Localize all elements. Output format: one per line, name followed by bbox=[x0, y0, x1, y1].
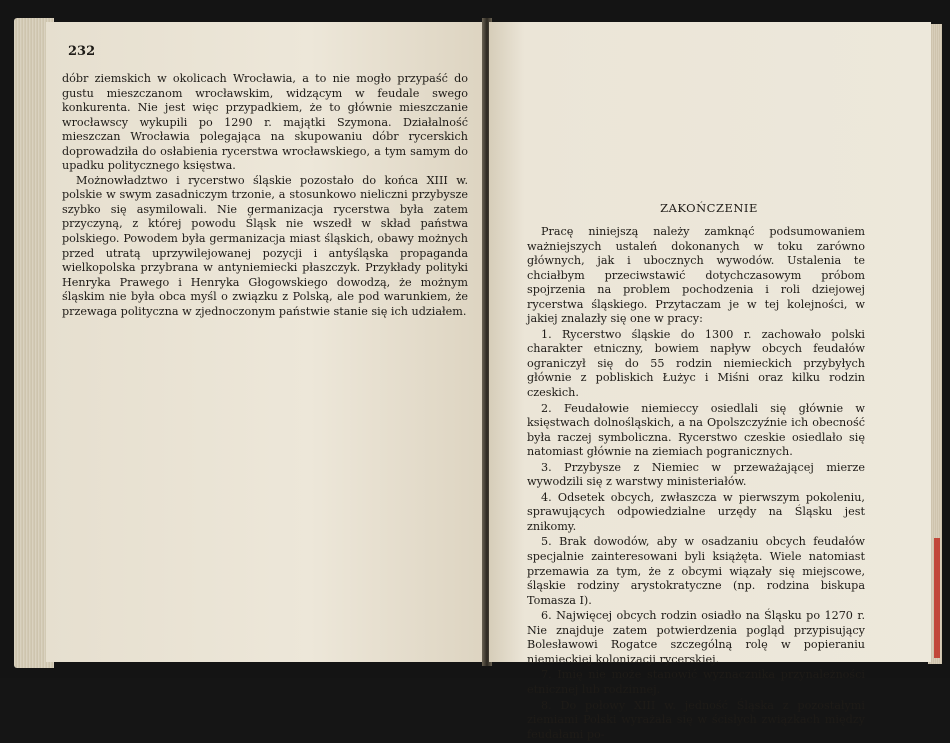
list-item: 4. Odsetek obcych, zwłaszcza w pierwszym pokoleniu, sprawujących odpowiedzialne urzędy na Śląsku jest znikomy. bbox=[527, 490, 865, 533]
right-page bbox=[489, 22, 931, 741]
paragraph: Pracę niniejszą należy zamknąć podsumowaniem ważniejszych ustaleń dokonanych w toku zarówno głównych, jak i ubocznych wywodów. Ustalenia te chciałbym przeciwstawić dotychczasowym próbom spojrzenia na problem pochodzenia i roli dziejowej rycerstwa śląskiego. Przytaczam je w tej kolejności, w jakiej znalazły się one w pracy: bbox=[527, 225, 865, 326]
chapter-title: ZAKOŃCZENIE bbox=[660, 201, 758, 215]
paragraph: Możnowładztwo i rycerstwo śląskie pozostało do końca XIII w. polskie w swym zasadniczym trzonie, a stosunkowo nieliczni przybysze szybko się asymilowali. Nie germanizacja rycerstwa była zatem przyczyną, z której powodu Śląsk nie wszedł w skład państwa polskiego. Powodem była germanizacja miast śląskich, obawy możnych przed utratą uprzywilejowanej pozycji i antyśląska propaganda wielkopolska przybrana w antyniemiecki płaszczyk. Przykłady polityki Henryka Prawego i Henryka Głogowskiego dowodzą, że możnym śląskim nie była obca myśl o związku z Polską, ale pod warunkiem, że przewaga polityczna w zjednoczonym państwie stanie się ich udziałem. bbox=[62, 173, 468, 318]
right-page-text bbox=[527, 225, 865, 743]
left-page bbox=[46, 22, 486, 662]
page-number: 232 bbox=[68, 44, 96, 59]
bookmark-ribbon bbox=[934, 538, 940, 658]
list-item: 5. Brak dowodów, aby w osadzaniu obcych feudałów specjalnie zainteresowani byli książęta. Wiele natomiast przemawia za tym, że z obcymi wiązały się miejscowe, śląskie rodziny arystokratyczne (np. rodzina biskupa Tomasza I). bbox=[527, 535, 865, 607]
list-item: 3. Przybysze z Niemiec w przeważającej mierze wywodzili się z warstwy ministeriałów. bbox=[527, 460, 865, 489]
list-item: 1. Rycerstwo śląskie do 1300 r. zachowało polski charakter etniczny, bowiem napływ obcych feudałów ograniczył się do 55 rodzin niemieckich przybyłych głównie z pobliskich Łużyc i Miśni oraz kilku rodzin czeskich. bbox=[527, 327, 865, 400]
list-item: 2. Feudałowie niemieccy osiedlali się głównie w księstwach dolnośląskich, a na Opolszczyźnie ich obecność była raczej symboliczna. Rycerstwo czeskie osiedlało się natomiast głównie na ziemiach pogranicznych. bbox=[527, 401, 865, 459]
list-item: 6. Najwięcej obcych rodzin osiadło na Śląsku po 1270 r. Nie znajduje zatem potwierdzenia pogląd przypisujący Bolesławowi Rogatce szczególną rolę w popieraniu niemieckiej kolonizacji rycerskiej. bbox=[527, 609, 865, 666]
list-item: 7. Imię nie może stanowić wyznacznika przynależności etnicznej lub rodzinnej. bbox=[527, 668, 865, 696]
list-item: 8. Do połowy XIII w. jedność Śląska z pozostałymi ziemiami Polski wyrażała się w ścisłych związkach między feudałami po- bbox=[527, 698, 865, 741]
left-page-text bbox=[62, 72, 468, 319]
paragraph: dóbr ziemskich w okolicach Wrocławia, a to nie mogło przypaść do gustu mieszczanom wrocławskim, widzącym w feudale swego konkurenta. Nie jest więc przypadkiem, że to głównie mieszczanie wrocławscy wykupili po 1290 r. majątki Szymona. Działalność mieszczan Wrocławia polegająca na skupowaniu dóbr rycerskich doprowadziła do osłabienia rycerstwa wrocławskiego, a tym samym do upadku politycznego księstwa. bbox=[62, 72, 468, 173]
